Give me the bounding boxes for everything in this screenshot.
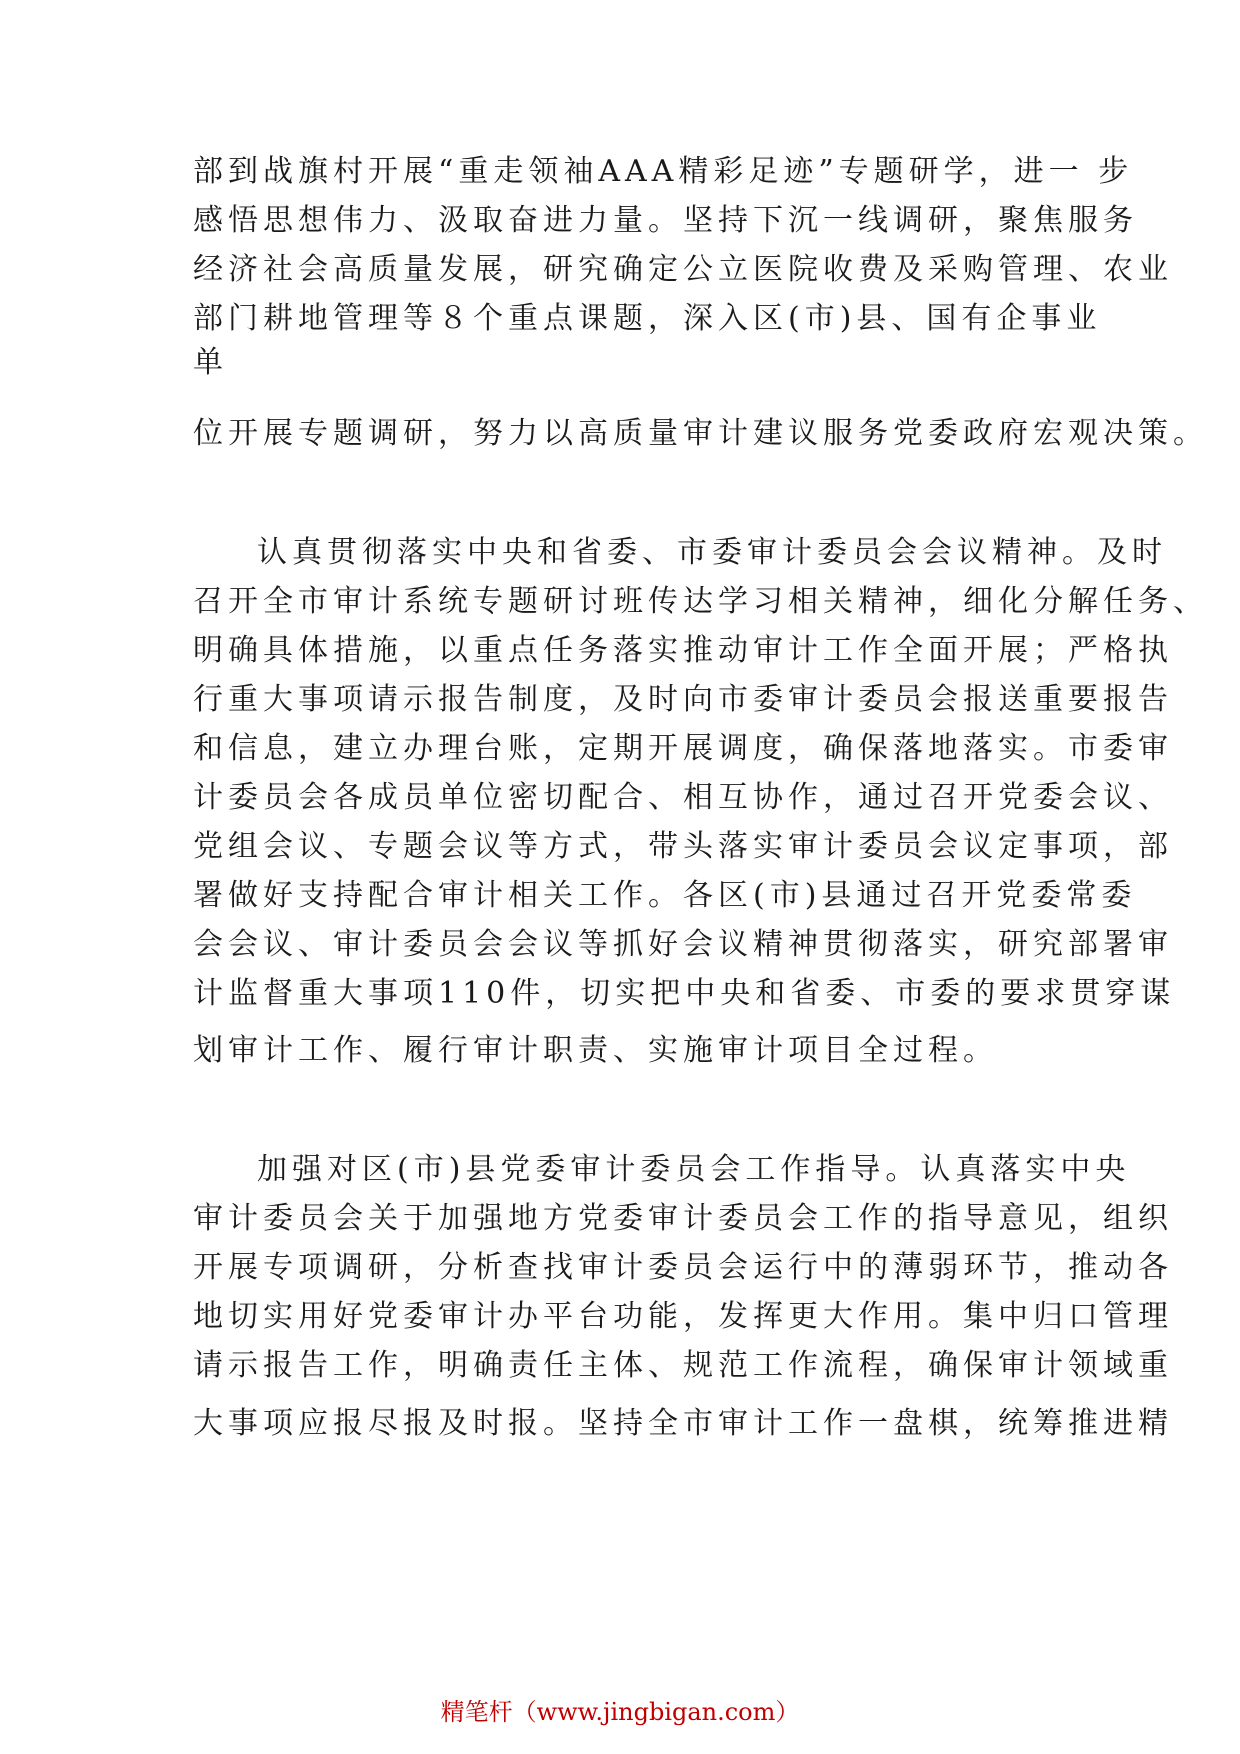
text-line: 认真贯彻落实中央和省委、市委审计委员会会议精神。及时	[257, 535, 1167, 570]
text-line: 计委员会各成员单位密切配合、相互协作，通过召开党委会议、	[193, 780, 1173, 815]
text-line: 位开展专题调研，努力以高质量审计建议服务党委政府宏观决策。	[193, 416, 1208, 451]
text-line: 经济社会高质量发展，研究确定公立医院收费及采购管理、农业	[193, 252, 1173, 287]
text-line: 审计委员会关于加强地方党委审计委员会工作的指导意见，组织	[193, 1201, 1173, 1236]
text-line: 请示报告工作，明确责任主体、规范工作流程，确保审计领域重	[193, 1348, 1173, 1383]
text-line: 划审计工作、履行审计职责、实施审计项目全过程。	[193, 1033, 998, 1068]
text-line: 党组会议、专题会议等方式，带头落实审计委员会议定事项，部	[193, 829, 1173, 864]
text-line: 地切实用好党委审计办平台功能，发挥更大作用。集中归口管理	[193, 1299, 1173, 1334]
text-line: 召开全市审计系统专题研讨班传达学习相关精神，细化分解任务、	[193, 584, 1208, 619]
text-line: 和信息，建立办理台账，定期开展调度，确保落地落实。市委审	[193, 731, 1173, 766]
text-line: 会会议、审计委员会会议等抓好会议精神贯彻落实，研究部署审	[193, 927, 1173, 962]
text-line: 计监督重大事项110件，切实把中央和省委、市委的要求贯穿谋	[193, 976, 1176, 1011]
site-footer-link[interactable]: 精笔杆（www.jingbigan.com）	[440, 1698, 800, 1726]
text-line: 明确具体措施，以重点任务落实推动审计工作全面开展；严格执	[193, 633, 1173, 668]
text-line: 部门耕地管理等８个重点课题，深入区(市)县、国有企事业	[193, 301, 1102, 336]
text-line: 行重大事项请示报告制度，及时向市委审计委员会报送重要报告	[193, 682, 1173, 717]
text-line: 部到战旗村开展“重走领袖AAA精彩足迹”专题研学，进一 步	[193, 154, 1134, 189]
text-line: 大事项应报尽报及时报。坚持全市审计工作一盘棋，统筹推进精	[193, 1406, 1173, 1441]
text-line: 开展专项调研，分析查找审计委员会运行中的薄弱环节，推动各	[193, 1250, 1173, 1285]
text-line: 加强对区(市)县党委审计委员会工作指导。认真落实中央	[257, 1152, 1131, 1187]
text-line: 感悟思想伟力、汲取奋进力量。坚持下沉一线调研，聚焦服务	[193, 203, 1138, 238]
text-line: 署做好支持配合审计相关工作。各区(市)县通过召开党委常委	[193, 878, 1137, 913]
text-line: 单	[193, 345, 228, 380]
